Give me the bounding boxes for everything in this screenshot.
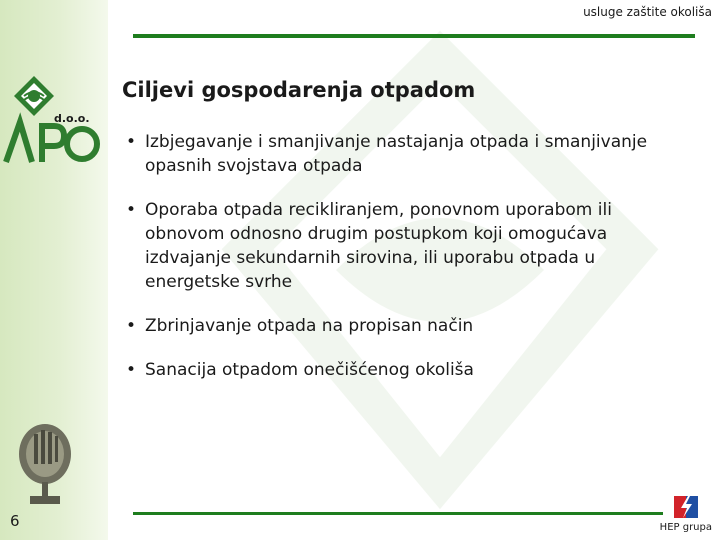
bullet-text: Izbjegavanje i smanjivanje nastajanja otpada i smanjivanje opasnih svojstava otpada <box>145 132 648 176</box>
list-item <box>122 314 692 338</box>
partner-name: HEP grupa <box>659 522 712 533</box>
bullet-list <box>122 130 692 402</box>
bullet-icon: • <box>126 200 137 220</box>
header-tagline: usluge zaštite okoliša <box>583 5 712 19</box>
top-divider <box>133 34 695 38</box>
bullet-icon: • <box>126 360 137 380</box>
bullet-text: Oporaba otpada recikliranjem, ponovnom uporabom ili obnovom odnosno drugim postupkom koji omogućava izdvajanje sekundarnih sirovina, ili uporabu otpada u energetske svrhe <box>145 200 612 292</box>
slide-title: Ciljevi gospodarenja otpadom <box>122 78 476 102</box>
bullet-text: Zbrinjavanje otpada na propisan način <box>145 316 474 336</box>
list-item <box>122 130 692 178</box>
logo-suffix: d.o.o. <box>54 112 90 125</box>
list-item <box>122 198 692 294</box>
page-number: 6 <box>10 512 20 530</box>
sculpture-icon <box>14 418 76 508</box>
bullet-text: Sanacija otpadom onečišćenog okoliša <box>145 360 474 380</box>
hep-logo-icon <box>668 494 704 520</box>
bullet-icon: • <box>126 316 137 336</box>
bottom-divider <box>133 512 663 515</box>
bullet-icon: • <box>126 132 137 152</box>
list-item <box>122 358 692 382</box>
